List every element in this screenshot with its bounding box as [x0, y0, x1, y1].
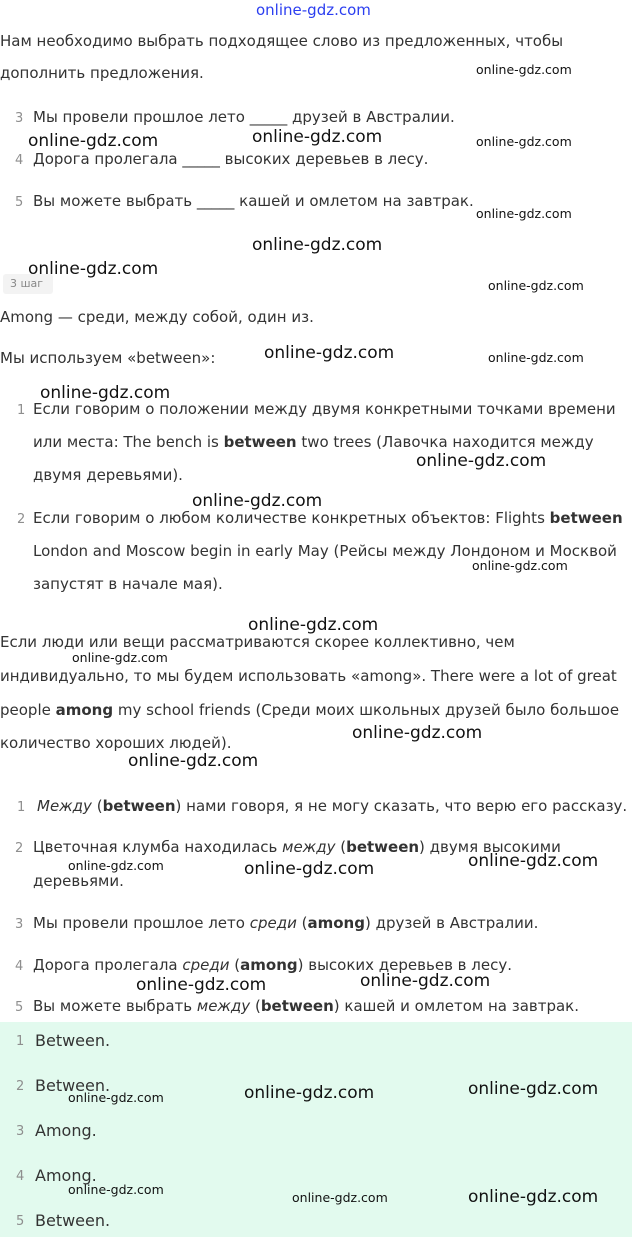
- solution-number: 4: [15, 959, 24, 974]
- watermark: online-gdz.com: [244, 1083, 375, 1103]
- task-text: Дорога пролегала _____ высоких деревьев в лесу.: [33, 150, 429, 168]
- among-definition: Among — среди, между собой, один из.: [0, 308, 314, 326]
- rule-line: запустят в начале мая).: [33, 575, 223, 593]
- answer-number: 2: [16, 1079, 25, 1094]
- header-watermark: online-gdz.com: [256, 1, 371, 19]
- answer-text: Among.: [35, 1121, 97, 1140]
- intro-line-1: Нам необходимо выбрать подходящее слово из предложенных, чтобы: [0, 32, 564, 50]
- watermark: online-gdz.com: [488, 350, 584, 365]
- collective-line: Если люди или вещи рассматриваются скорее коллективно, чем: [0, 633, 515, 651]
- answer-number: 3: [16, 1124, 25, 1139]
- rule-line: Если говорим о любом количестве конкретных объектов: Flights between: [33, 509, 623, 527]
- rule-line: или места: The bench is between two trees (Лавочка находится между: [33, 433, 594, 451]
- watermark: online-gdz.com: [244, 859, 375, 879]
- solution-number: 3: [15, 917, 24, 932]
- watermark: online-gdz.com: [72, 650, 168, 665]
- solution-number: 2: [15, 841, 24, 856]
- watermark: online-gdz.com: [264, 343, 395, 363]
- watermark: online-gdz.com: [68, 1182, 164, 1197]
- solution-number: 1: [17, 800, 26, 815]
- watermark: online-gdz.com: [68, 1090, 164, 1105]
- watermark: online-gdz.com: [192, 491, 323, 511]
- watermark: online-gdz.com: [28, 131, 159, 151]
- answer-text: Between.: [35, 1031, 111, 1050]
- watermark: online-gdz.com: [476, 134, 572, 149]
- watermark: online-gdz.com: [476, 206, 572, 221]
- solution-text: Цветочная клумба находилась между (between) двумя высокими: [33, 838, 561, 856]
- watermark: online-gdz.com: [468, 1079, 599, 1099]
- solution-text: Мы провели прошлое лето среди (among) друзей в Австралии.: [33, 914, 539, 932]
- answer-number: 1: [16, 1034, 25, 1049]
- rule-line: London and Moscow begin in early May (Рейсы между Лондоном и Москвой: [33, 542, 617, 560]
- watermark: online-gdz.com: [488, 278, 584, 293]
- between-intro: Мы используем «between»:: [0, 349, 216, 367]
- collective-line: индивидуально, то мы будем использовать «among». There were a lot of great: [0, 667, 617, 685]
- watermark: online-gdz.com: [136, 975, 267, 995]
- watermark: online-gdz.com: [472, 558, 568, 573]
- watermark: online-gdz.com: [68, 858, 164, 873]
- intro-line-2: дополнить предложения.: [0, 64, 204, 82]
- watermark: online-gdz.com: [292, 1190, 388, 1205]
- watermark: online-gdz.com: [28, 259, 159, 279]
- watermark: online-gdz.com: [468, 851, 599, 871]
- task-text: Вы можете выбрать _____ кашей и омлетом на завтрак.: [33, 192, 474, 210]
- solution-text: Между (between) нами говоря, я не могу сказать, что верю его рассказу.: [37, 797, 628, 815]
- answer-text: Between.: [35, 1076, 111, 1095]
- watermark: online-gdz.com: [252, 235, 383, 255]
- watermark: online-gdz.com: [360, 971, 491, 991]
- watermark: online-gdz.com: [416, 451, 547, 471]
- watermark: online-gdz.com: [248, 615, 379, 635]
- answer-text: Between.: [35, 1211, 111, 1230]
- watermark: online-gdz.com: [468, 1187, 599, 1207]
- rule-number: 1: [17, 403, 26, 418]
- watermark: online-gdz.com: [476, 62, 572, 77]
- answer-number: 5: [16, 1214, 25, 1229]
- task-number: 3: [15, 111, 24, 126]
- solution-text: Вы можете выбрать между (between) кашей и омлетом на завтрак.: [33, 997, 580, 1015]
- watermark: online-gdz.com: [40, 383, 171, 403]
- watermark: online-gdz.com: [128, 751, 259, 771]
- rule-line: Если говорим о положении между двумя конкретными точками времени: [33, 400, 616, 418]
- step-badge: 3 шаг: [3, 274, 53, 294]
- solution-text: Дорога пролегала среди (among) высоких деревьев в лесу.: [33, 956, 512, 974]
- task-number: 5: [15, 195, 24, 210]
- rule-number: 2: [17, 512, 26, 527]
- answer-number: 4: [16, 1169, 25, 1184]
- solution-number: 5: [15, 1000, 24, 1015]
- collective-line: количество хороших людей).: [0, 734, 232, 752]
- watermark: online-gdz.com: [352, 723, 483, 743]
- task-number: 4: [15, 153, 24, 168]
- task-text: Мы провели прошлое лето _____ друзей в Австралии.: [33, 108, 455, 126]
- solution-text: деревьями.: [33, 872, 124, 890]
- collective-line: people among my school friends (Среди моих школьных друзей было большое: [0, 701, 620, 719]
- answer-text: Among.: [35, 1166, 97, 1185]
- rule-line: двумя деревьями).: [33, 466, 183, 484]
- watermark: online-gdz.com: [252, 127, 383, 147]
